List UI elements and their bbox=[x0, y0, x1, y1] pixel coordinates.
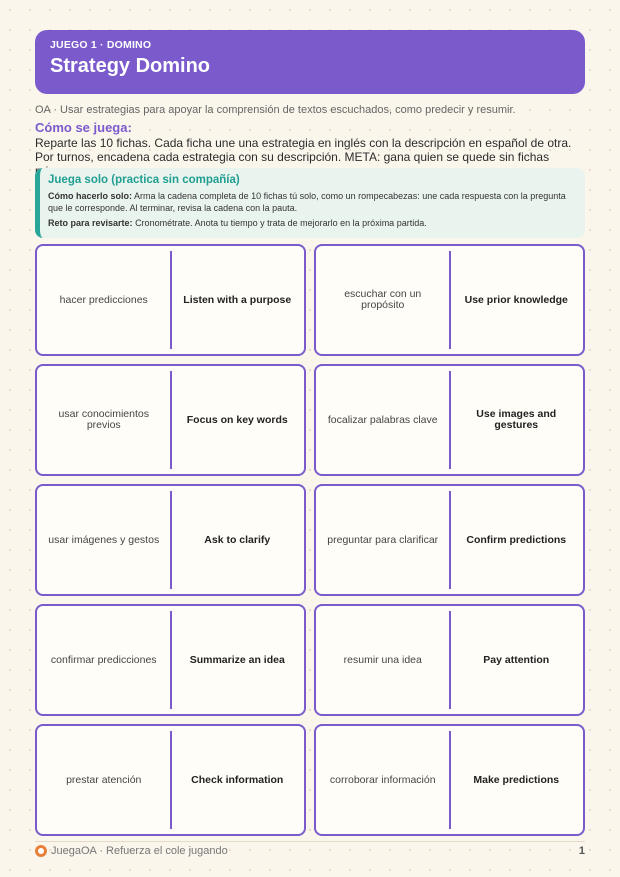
tile-english-text: Use images and gestures bbox=[476, 408, 557, 431]
page-number: 1 bbox=[578, 845, 585, 857]
tile-spanish-text: preguntar para clarificar bbox=[327, 533, 439, 546]
domino-tile bbox=[35, 364, 306, 476]
tile-english-text: Ask to clarify bbox=[204, 533, 271, 546]
page-title: Strategy Domino bbox=[50, 55, 211, 77]
tile-spanish-text: resumir una idea bbox=[343, 653, 422, 666]
tile-divider bbox=[449, 491, 451, 589]
tile-english-text: Confirm predictions bbox=[466, 533, 567, 546]
page-footer bbox=[35, 843, 585, 859]
tile-divider bbox=[449, 611, 451, 709]
solo-how-label: Cómo hacerlo solo: bbox=[48, 191, 133, 201]
solo-how-text: Arma la cadena completa de 10 fichas tú solo, como un rompecabezas: une cada respuesta con la pregunta que le corresponde. Al terminar, revisa la cadena con la pauta. bbox=[48, 191, 566, 213]
solo-title: Juega solo (practica sin compañía) bbox=[48, 174, 240, 186]
tile-english-text: Make predictions bbox=[473, 773, 560, 786]
learning-objective: OA · Usar estrategias para apoyar la comprensión de textos escuchados, como predecir y resumir. bbox=[35, 104, 516, 116]
tile-divider bbox=[170, 611, 172, 709]
domino-tile bbox=[35, 244, 306, 356]
domino-tile bbox=[314, 604, 585, 716]
tile-english-text: Summarize an idea bbox=[189, 653, 285, 666]
tile-spanish-text: usar imágenes y gestos bbox=[48, 533, 160, 546]
tile-english-text: Check information bbox=[191, 773, 284, 786]
tile-divider bbox=[170, 731, 172, 829]
footer-divider bbox=[35, 841, 585, 842]
game-header bbox=[35, 30, 585, 94]
domino-tile bbox=[35, 484, 306, 596]
tile-divider bbox=[170, 491, 172, 589]
tile-spanish-text: escuchar con un propósito bbox=[344, 288, 422, 311]
tile-divider bbox=[170, 371, 172, 469]
tile-english-text: Use prior knowledge bbox=[464, 293, 568, 306]
tile-divider bbox=[449, 251, 451, 349]
logo-icon bbox=[35, 845, 47, 857]
tile-spanish-text: confirmar predicciones bbox=[50, 653, 157, 666]
domino-tile bbox=[314, 724, 585, 836]
solo-how bbox=[48, 190, 575, 214]
domino-tile bbox=[314, 244, 585, 356]
domino-tile bbox=[35, 604, 306, 716]
how-to-play-title: Cómo se juega: bbox=[35, 120, 132, 135]
tile-english-text: Listen with a purpose bbox=[183, 293, 292, 306]
solo-play-box bbox=[35, 168, 585, 238]
tile-divider bbox=[449, 731, 451, 829]
tile-english-text: Focus on key words bbox=[186, 413, 288, 426]
tile-divider bbox=[449, 371, 451, 469]
solo-challenge-text: Cronométrate. Anota tu tiempo y trata de mejorarlo en la próxima partida. bbox=[135, 218, 427, 228]
domino-grid bbox=[35, 244, 585, 836]
domino-tile bbox=[314, 364, 585, 476]
tile-spanish-text: hacer predicciones bbox=[59, 293, 148, 306]
tile-spanish-text: corroborar información bbox=[329, 773, 436, 786]
tile-divider bbox=[170, 251, 172, 349]
tile-spanish-text: focalizar palabras clave bbox=[327, 413, 438, 426]
footer-brand: JuegaOA · Refuerza el cole jugando bbox=[51, 845, 228, 857]
domino-tile bbox=[35, 724, 306, 836]
tile-spanish-text: prestar atención bbox=[66, 773, 142, 786]
solo-challenge bbox=[48, 217, 575, 229]
how-to-play-text: Reparte las 10 fichas. Cada ficha une una estrategia en inglés con la descripción en español de otra. Por turnos, encadena cada estrategia con su descripción. META: gana quien se quede sin fichas bbox=[35, 136, 572, 164]
game-kicker: JUEGO 1 · DOMINO bbox=[50, 39, 152, 51]
tile-english-text: Pay attention bbox=[483, 653, 550, 666]
tile-spanish-text: usar conocimientos previos bbox=[58, 408, 149, 431]
solo-challenge-label: Reto para revisarte: bbox=[48, 218, 133, 228]
domino-tile bbox=[314, 484, 585, 596]
